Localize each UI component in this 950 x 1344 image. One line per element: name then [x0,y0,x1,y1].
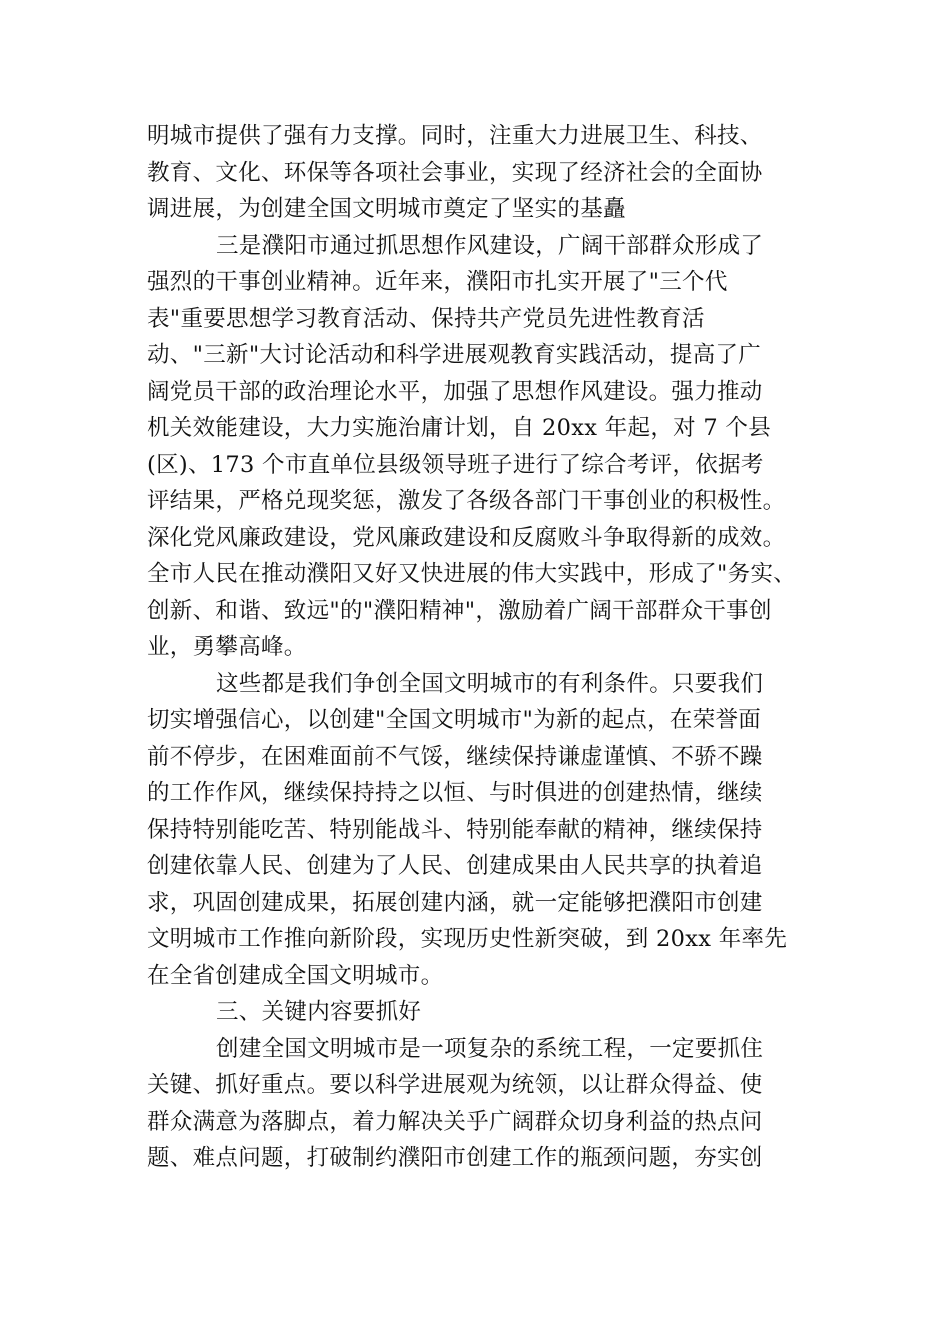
text-line: 前不停步，在困难面前不气馁，继续保持谦虚谨慎、不骄不躁 [147,743,763,770]
text-line: 深化党风廉政建设，党风廉政建设和反腐败斗争取得新的成效。 [147,524,786,551]
text-line: 群众满意为落脚点，着力解决关乎广阔群众切身利益的热点问 [147,1108,763,1135]
text-line: (区)、173 个市直单位县级领导班子进行了综合考评，依据考 [147,451,764,478]
text-line: 保持特别能吃苦、特别能战斗、特别能奉献的精神，继续保持 [147,816,763,843]
text-line: 阔党员干部的政治理论水平，加强了思想作风建设。强力推动 [147,378,763,405]
text-line: 强烈的干事创业精神。近年来，濮阳市扎实开展了"三个代 [147,269,728,295]
text-line: 切实增强信心，以创建"全国文明城市"为新的起点，在荣誉面 [147,707,762,733]
text-line: 文明城市工作推向新阶段，实现历史性新突破，到 20xx 年率先 [147,926,788,952]
text-line: 调进展，为创建全国文明城市奠定了坚实的基矗 [147,196,626,222]
paragraph-first-line: 这些都是我们争创全国文明城市的有利条件。只要我们 [216,670,764,697]
text-line: 的工作作风，继续保持持之以恒、与时俱进的创建热情，继续 [147,780,763,806]
text-line: 创建依靠人民、创建为了人民、创建成果由人民共享的执着追 [147,853,763,879]
text-line: 评结果，严格兑现奖惩，激发了各级各部门干事创业的积极性。 [147,488,786,514]
text-line: 业，勇攀高峰。 [147,634,307,660]
paragraph-first-line: 三是濮阳市通过抓思想作风建设，广阔干部群众形成了 [216,232,764,259]
text-line: 关键、抓好重点。要以科学进展观为统领，以让群众得益、使 [147,1072,763,1098]
paragraph-first-line: 创建全国文明城市是一项复杂的系统工程，一定要抓住 [216,1035,764,1062]
text-line: 在全省创建成全国文明城市。 [147,962,444,989]
text-line: 机关效能建设，大力实施治庸计划，自 20xx 年起，对 7 个县 [147,415,772,441]
text-line: 表"重要思想学习教育活动、保持共产党员先进性教育活 [147,305,705,332]
text-line: 创新、和谐、致远"的"濮阳精神"，激励着广阔干部群众干事创 [147,597,772,624]
text-line: 求，巩固创建成果，拓展创建内涵，就一定能够把濮阳市创建 [147,889,763,916]
body-text [147,118,817,1177]
text-line: 明城市提供了强有力支撑。同时，注重大力进展卫生、科技、 [147,123,763,149]
text-line: 教育、文化、环保等各项社会事业，实现了经济社会的全面协 [147,159,763,186]
section-heading: 三、关键内容要抓好 [216,999,422,1025]
text-line: 全市人民在推动濮阳又好又快进展的伟大实践中，形成了"务实、 [147,561,797,587]
text-line: 动、"三新"大讨论活动和科学进展观教育实践活动，提高了广 [147,342,762,368]
text-line: 题、难点问题，打破制约濮阳市创建工作的瓶颈问题，夯实创 [147,1145,763,1171]
